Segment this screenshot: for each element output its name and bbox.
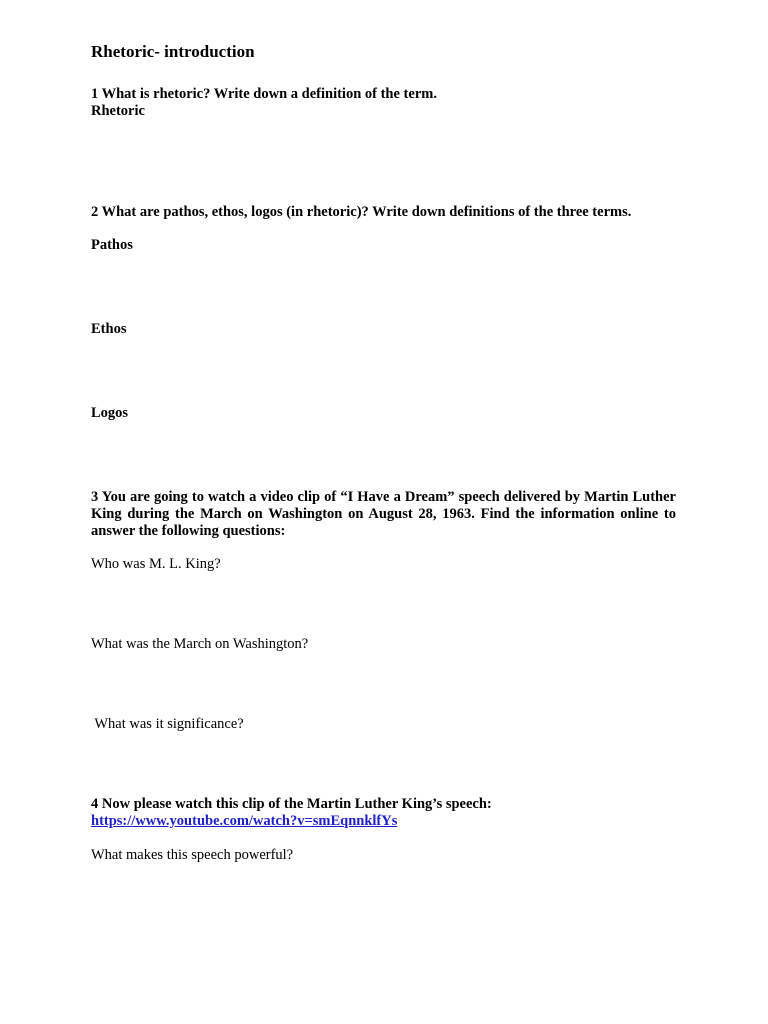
question-4-what-makes-powerful: What makes this speech powerful?	[91, 847, 294, 863]
question-2: 2 What are pathos, ethos, logos (in rhetoric)? Write down definitions of the three terms.	[91, 204, 632, 220]
term-ethos: Ethos	[91, 321, 127, 337]
question-3-march-on-washington: What was the March on Washington?	[91, 636, 309, 652]
youtube-link[interactable]: https://www.youtube.com/watch?v=smEqnnklfYs	[91, 813, 398, 829]
document-title: Rhetoric- introduction	[91, 42, 255, 61]
question-3-significance: What was it significance?	[91, 716, 244, 732]
term-pathos: Pathos	[91, 237, 133, 253]
question-3-who-was-king: Who was M. L. King?	[91, 556, 221, 572]
term-rhetoric: Rhetoric	[91, 103, 145, 119]
term-logos: Logos	[91, 405, 129, 421]
question-3: 3 You are going to watch a video clip of “I Have a Dream” speech delivered by Martin Luther King during the March on Washington on August 28, 1963. Find the information online to answer the following questions:	[91, 489, 676, 539]
question-4: 4 Now please watch this clip of the Martin Luther King’s speech:	[91, 796, 492, 812]
question-1: 1 What is rhetoric? Write down a definition of the term.	[91, 86, 437, 102]
